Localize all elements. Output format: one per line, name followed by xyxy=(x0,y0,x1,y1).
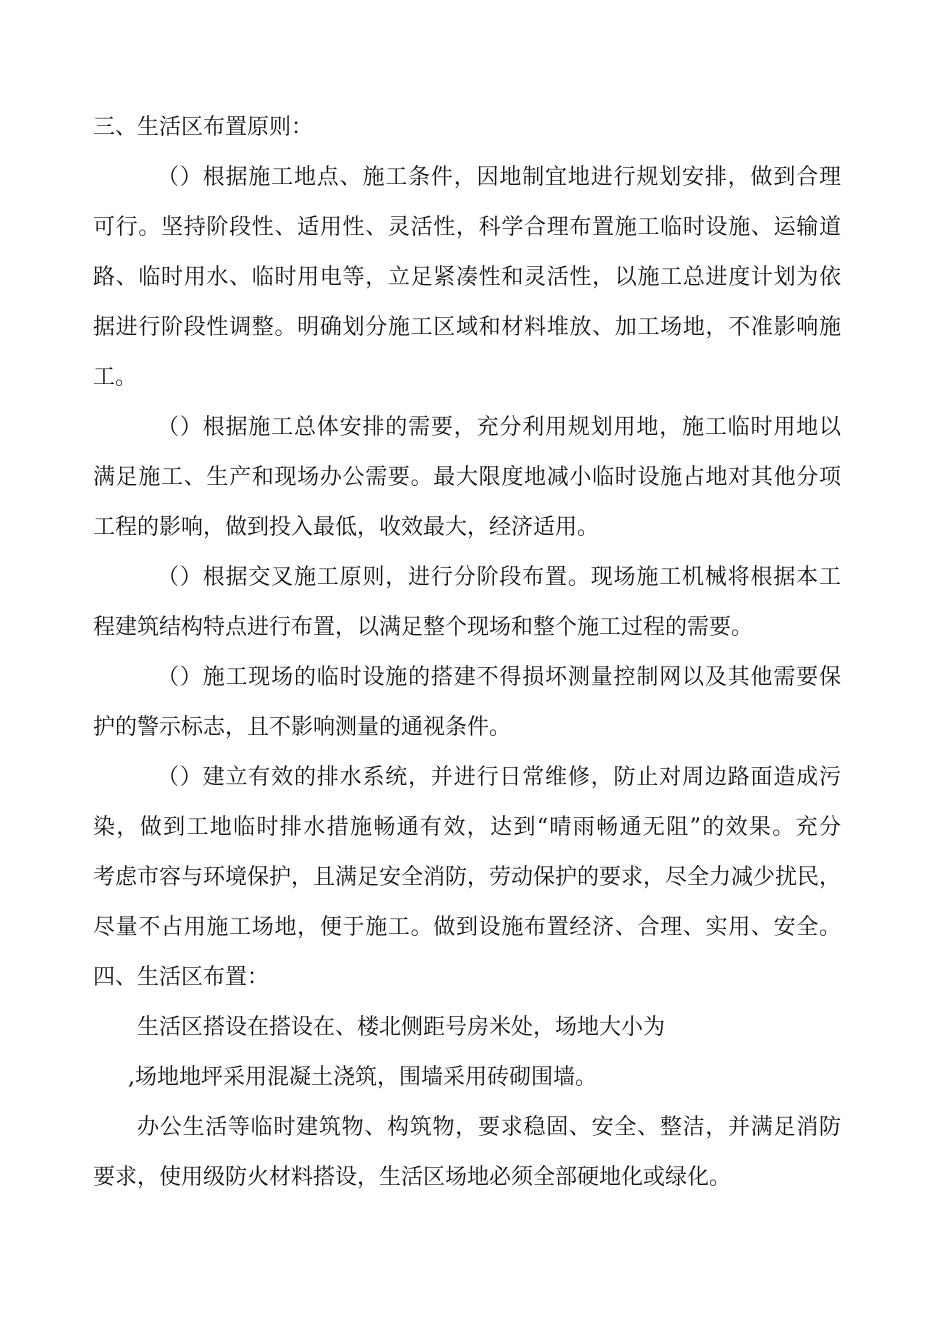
principle-4-line-2: 护的警示标志，且不影响测量的通视条件。 xyxy=(93,715,512,740)
principle-4-line-1: （）施工现场的临时设施的搭建不得损坏测量控制网以及其他需要保 xyxy=(157,665,841,690)
section-heading-3: 三、生活区布置原则： xyxy=(93,115,314,140)
layout-para-1-line-2: ,场地地坪采用混凝土浇筑，围墙采用砖砌围墙。 xyxy=(128,1065,597,1090)
principle-1-line-5: 工。 xyxy=(93,365,138,390)
principle-1-line-2: 可行。坚持阶段性、适用性、灵活性，科学合理布置施工临时设施、运输道 xyxy=(93,215,841,240)
layout-para-2-line-1: 办公生活等临时建筑物、构筑物，要求稳固、安全、整洁，并满足消防 xyxy=(137,1115,841,1140)
section-heading-4: 四、生活区布置： xyxy=(93,965,270,990)
principle-2-line-2: 满足施工、生产和现场办公需要。最大限度地减小临时设施占地对其他分项 xyxy=(93,465,841,490)
principle-2-line-1: （）根据施工总体安排的需要，充分利用规划用地，施工临时用地以 xyxy=(157,415,841,440)
principle-5-line-4: 尽量不占用施工场地，便于施工。做到设施布置经济、合理、实用、安全。 xyxy=(93,915,841,940)
principle-1-line-1: （）根据施工地点、施工条件，因地制宜地进行规划安排，做到合理 xyxy=(157,165,841,190)
principle-1-line-4: 据进行阶段性调整。明确划分施工区域和材料堆放、加工场地，不准影响施 xyxy=(93,315,841,340)
principle-5-line-2: 染，做到工地临时排水措施畅通有效，达到“晴雨畅通无阻”的效果。充分 xyxy=(93,815,841,840)
principle-5-line-3: 考虑市容与环境保护，且满足安全消防，劳动保护的要求，尽全力减少扰民， xyxy=(93,865,842,890)
principle-1-line-3: 路、临时用水、临时用电等，立足紧凑性和灵活性，以施工总进度计划为依 xyxy=(93,265,841,290)
principle-3-line-2: 程建筑结构特点进行布置，以满足整个现场和整个施工过程的需要。 xyxy=(93,615,754,640)
layout-para-1-line-1: 生活区搭设在搭设在、楼北侧距号房米处，场地大小为 xyxy=(137,1015,666,1040)
principle-2-line-3: 工程的影响，做到投入最低，收效最大，经济适用。 xyxy=(93,515,600,540)
principle-5-line-1: （）建立有效的排水系统，并进行日常维修，防止对周边路面造成污 xyxy=(157,765,841,790)
principle-3-line-1: （）根据交叉施工原则，进行分阶段布置。现场施工机械将根据本工 xyxy=(157,565,841,590)
layout-para-2-line-2: 要求，使用级防火材料搭设，生活区场地必须全部硬地化或绿化。 xyxy=(93,1165,732,1190)
